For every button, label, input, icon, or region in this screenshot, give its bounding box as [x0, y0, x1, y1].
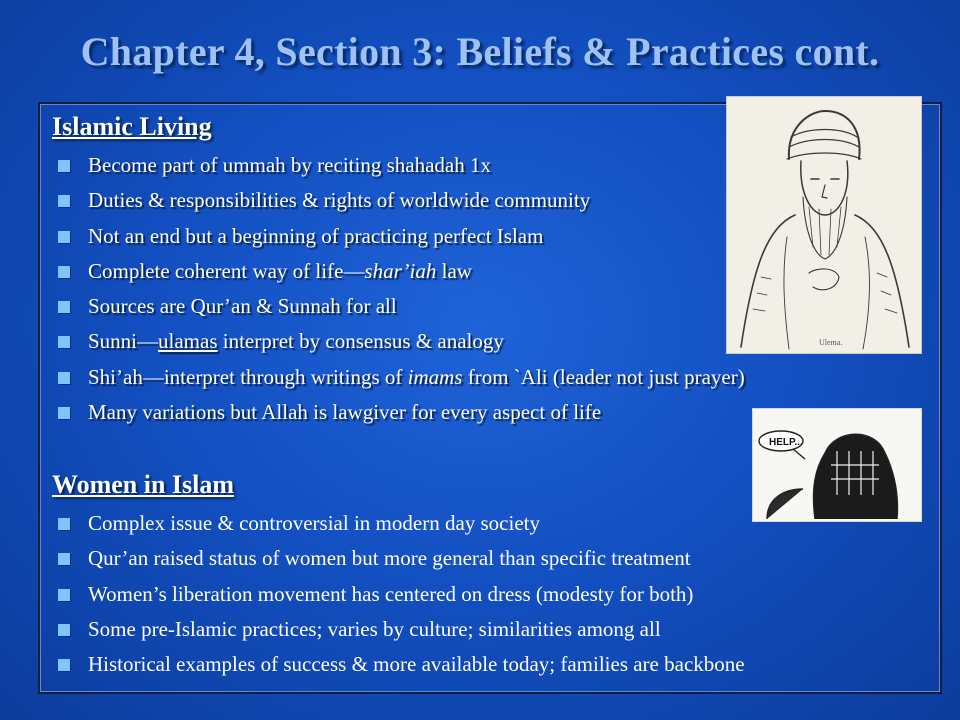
list-item: Historical examples of success & more available today; families are backbone	[52, 649, 745, 684]
list-item: Sources are Qur’an & Sunnah for all	[52, 291, 745, 326]
square-bullet-icon	[58, 266, 70, 278]
list-item: Sunni—ulamas interpret by consensus & analogy	[52, 326, 745, 361]
veiled-woman-cartoon-image	[752, 408, 922, 522]
square-bullet-icon	[58, 231, 70, 243]
square-bullet-icon	[58, 659, 70, 671]
square-bullet-icon	[58, 589, 70, 601]
square-bullet-icon	[58, 372, 70, 384]
list-item: Complete coherent way of life—shar’iah law	[52, 256, 745, 291]
portrait-caption: Ulema.	[819, 338, 843, 347]
square-bullet-icon	[58, 518, 70, 530]
women-in-islam-list	[52, 508, 745, 684]
veiled-woman-cartoon-icon	[753, 409, 921, 521]
list-item: Become part of ummah by reciting shahadah 1x	[52, 150, 745, 185]
square-bullet-icon	[58, 407, 70, 419]
square-bullet-icon	[58, 553, 70, 565]
slide-title: Chapter 4, Section 3: Beliefs & Practices cont.	[80, 29, 880, 74]
list-item: Not an end but a beginning of practicing perfect Islam	[52, 221, 745, 256]
section-heading-women-in-islam: Women in Islam	[52, 470, 235, 499]
square-bullet-icon	[58, 624, 70, 636]
section-heading-islamic-living: Islamic Living	[52, 112, 212, 141]
islamic-living-list	[52, 150, 745, 432]
list-item: Some pre-Islamic practices; varies by culture; similarities among all	[52, 614, 745, 649]
ulema-sketch-icon	[727, 97, 921, 353]
list-item: Many variations but Allah is lawgiver for every aspect of life	[52, 397, 745, 432]
ulema-portrait-image	[726, 96, 922, 354]
list-item: Complex issue & controversial in modern day society	[52, 508, 745, 543]
square-bullet-icon	[58, 195, 70, 207]
list-item: Shi’ah—interpret through writings of imams from `Ali (leader not just prayer)	[52, 362, 745, 397]
square-bullet-icon	[58, 160, 70, 172]
cartoon-speech-text: HELP...	[769, 437, 803, 448]
square-bullet-icon	[58, 336, 70, 348]
list-item: Qur’an raised status of women but more general than specific treatment	[52, 543, 745, 578]
list-item: Duties & responsibilities & rights of worldwide community	[52, 185, 745, 220]
list-item: Women’s liberation movement has centered on dress (modesty for both)	[52, 579, 745, 614]
square-bullet-icon	[58, 301, 70, 313]
